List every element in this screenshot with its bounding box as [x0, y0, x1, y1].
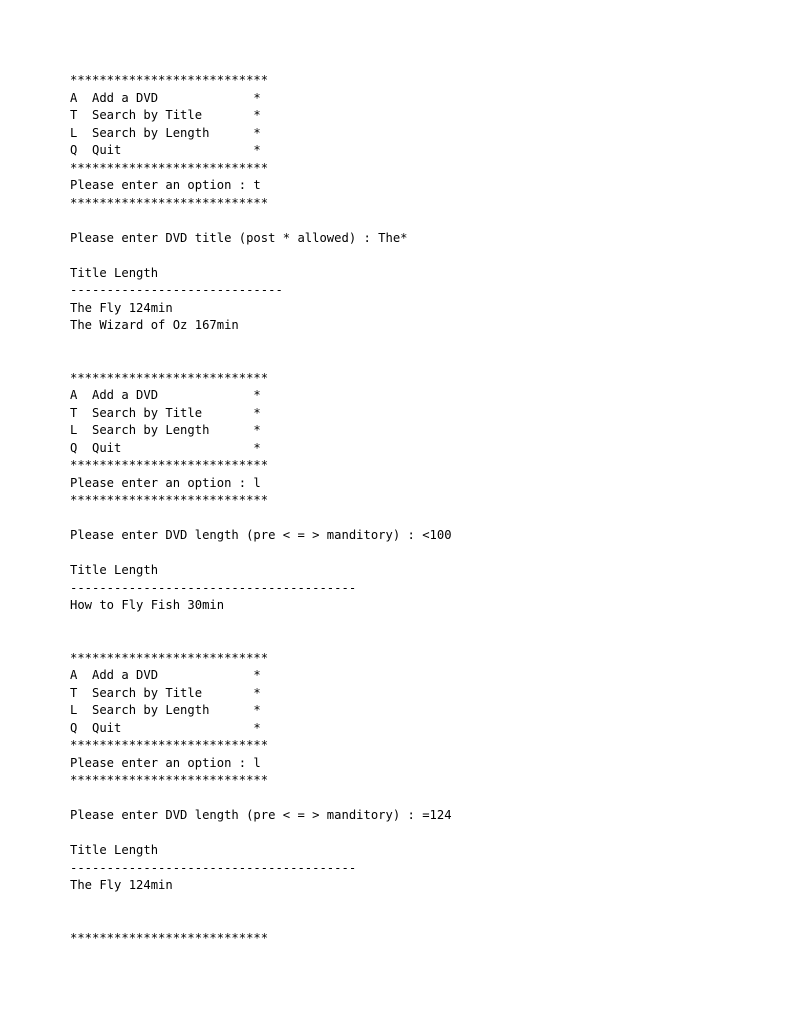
- console-transcript: [70, 72, 770, 947]
- result-row: The Fly 124min: [70, 878, 173, 892]
- option-prompt: Please enter an option : l: [70, 755, 261, 770]
- results-rule: ---------------------------------------: [70, 580, 357, 595]
- title-input-prompt: Please enter DVD title (post * allowed) : The*: [70, 230, 408, 245]
- result-row: The Fly 124min: [70, 300, 173, 315]
- menu-item-search-title: T Search by Title *: [70, 405, 261, 420]
- menu-item-search-title: T Search by Title *: [70, 685, 261, 700]
- menu-border-top: ***************************: [70, 73, 269, 87]
- menu-item-quit: Q Quit *: [70, 720, 261, 735]
- results-rule: -----------------------------: [70, 283, 283, 297]
- result-row: The Wizard of Oz 167min: [70, 318, 239, 332]
- menu-border-top: ***************************: [70, 650, 269, 665]
- menu-item-search-length: L Search by Length *: [70, 703, 261, 717]
- results-rule: ---------------------------------------: [70, 860, 357, 875]
- menu-border-mid: ***************************: [70, 738, 269, 752]
- menu-item-quit: Q Quit *: [70, 143, 261, 157]
- session-3: [70, 650, 770, 930]
- blank-line: [70, 895, 770, 913]
- blank-line: [70, 545, 770, 563]
- blank-line: [70, 335, 770, 353]
- menu-item-search-title: T Search by Title *: [70, 108, 261, 122]
- blank-line: [70, 912, 770, 930]
- menu-item-quit: Q Quit *: [70, 440, 261, 455]
- menu-border-bottom: ***************************: [70, 773, 269, 787]
- length-input-prompt: Please enter DVD length (pre < = > manditory) : =124: [70, 808, 452, 822]
- option-prompt: Please enter an option : t: [70, 178, 261, 192]
- menu-border-bottom: ***************************: [70, 493, 269, 507]
- blank-line: [70, 825, 770, 843]
- blank-line: [70, 615, 770, 633]
- blank-line: [70, 510, 770, 528]
- session-1: [70, 72, 770, 370]
- menu-item-add: A Add a DVD *: [70, 388, 261, 402]
- option-prompt: Please enter an option : l: [70, 475, 261, 490]
- menu-item-search-length: L Search by Length *: [70, 125, 261, 140]
- menu-item-add: A Add a DVD *: [70, 90, 261, 105]
- menu-border-mid: ***************************: [70, 458, 269, 472]
- blank-line: [70, 352, 770, 370]
- menu-border-top: ***************************: [70, 370, 269, 385]
- menu-item-search-length: L Search by Length *: [70, 423, 261, 437]
- blank-line: [70, 247, 770, 265]
- result-row: How to Fly Fish 30min: [70, 598, 225, 612]
- results-header: Title Length: [70, 563, 159, 577]
- trailing-border: ***************************: [70, 930, 269, 945]
- results-header: Title Length: [70, 265, 159, 280]
- blank-line: [70, 212, 770, 230]
- results-header: Title Length: [70, 843, 159, 857]
- length-input-prompt: Please enter DVD length (pre < = > manditory) : <100: [70, 528, 452, 542]
- menu-border-bottom: ***************************: [70, 195, 269, 210]
- blank-line: [70, 790, 770, 808]
- menu-item-add: A Add a DVD *: [70, 668, 261, 682]
- menu-border-mid: ***************************: [70, 160, 269, 175]
- blank-line: [70, 632, 770, 650]
- session-2: [70, 370, 770, 650]
